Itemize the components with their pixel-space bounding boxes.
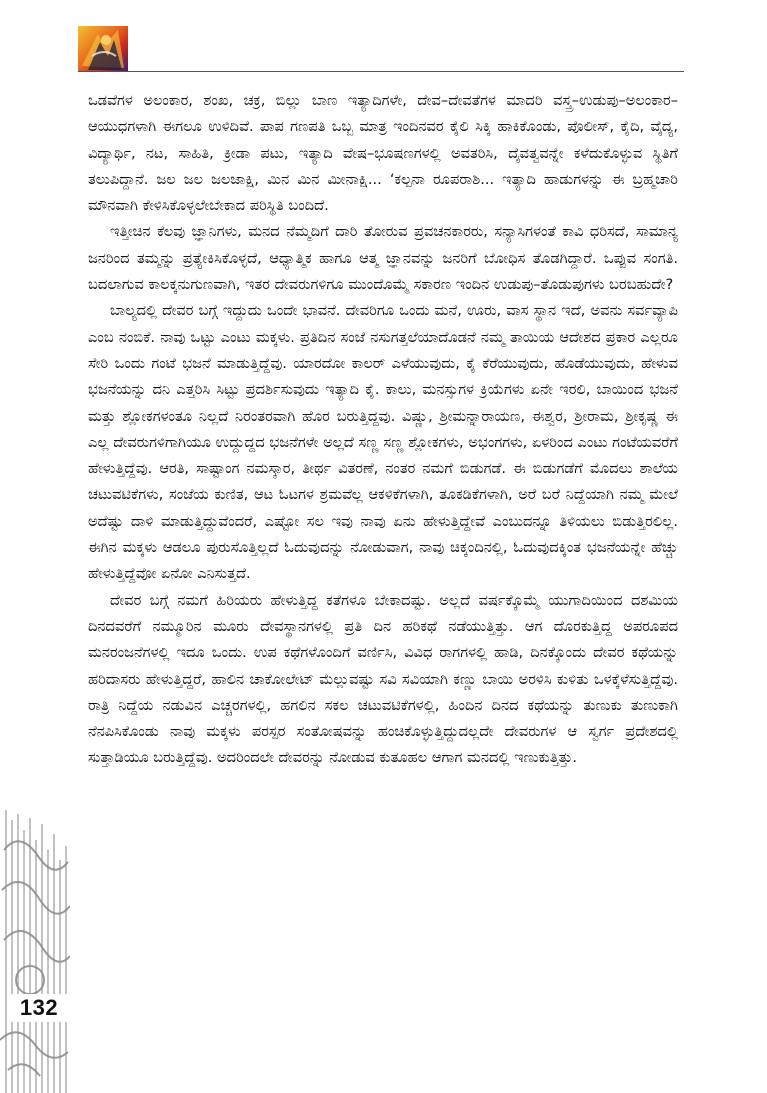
publisher-logo-icon [78, 26, 128, 72]
paragraph: ಇತ್ತೀಚಿನ ಕೆಲವು ಜ್ಞಾನಿಗಳು, ಮನದ ನೆಮ್ಮದಿಗೆ ದಾರಿ ತೋರುವ ಪ್ರವಚನಕಾರರು, ಸನ್ಯಾಸಿಗಳಂತೆ ಕಾವಿ ಧರಿಸದೆ, ಸಾಮಾನ್ಯ ಜನರಿಂದ ತಮ್ಮನ್ನು ಪ್ರತ್ಯೇಕಿಸಿಕೊಳ್ಳದೆ, ಆಧ್ಯಾತ್ಮಿಕ ಹಾಗೂ ಆತ್ಮ ಜ್ಞಾನವನ್ನು ಜನರಿಗೆ ಬೋಧಿಸ ತೊಡಗಿದ್ದಾರೆ. ಒಪ್ಪುವ ಸಂಗತಿ. ಬದಲಾಗುವ ಕಾಲಕ್ಕನುಗುಣವಾಗಿ, ಇತರ ದೇವರುಗಳಿಗೂ ಮುಂದೊಮ್ಮೆ ಸಕಾರಣ ಇಂದಿನ ಉಡುಪು–ತೊಡುಪುಗಳು ಬರಬಹುದೇ? [88, 223, 678, 294]
page-number: 132 [8, 994, 70, 1022]
paragraph: ಒಡವೆಗಳ ಅಲಂಕಾರ, ಶಂಖ, ಚಕ್ರ, ಬಿಲ್ಲು ಬಾಣ ಇತ್ಯಾದಿಗಳೇ, ದೇವ–ದೇವತೆಗಳ ಮಾದರಿ ವಸ್ತ್ರ–ಉಡುಪು–ಅಲಂಕಾರ– ಆಯುಧಗಳಾಗಿ ಈಗಲೂ ಉಳಿದಿವೆ. ಪಾಪ ಗಣಪತಿ ಒಬ್ಬ ಮಾತ್ರ ಇಂದಿನವರ ಕೈಲಿ ಸಿಕ್ಕಿ ಹಾಕಿಕೊಂಡು, ಪೊಲೀಸ್, ಕೈದಿ, ವೈದ್ಯ, ವಿದ್ಯಾರ್ಥಿ, ನಟ, ಸಾಹಿತಿ, ಕ್ರೀಡಾ ಪಟು, ಇತ್ಯಾದಿ ವೇಷ–ಭೂಷಣಗಳಲ್ಲಿ ಅವತರಿಸಿ, ದೈವತ್ವವನ್ನೇ ಕಳೆದುಕೊಳ್ಳುವ ಸ್ಥಿತಿಗೆ ತಲುಪಿದ್ದಾನೆ. ಜಲ ಜಲ ಜಲಜಾಕ್ಷಿ, ಮಿನ ಮಿನ ಮೀನಾಕ್ಷಿ... ‘ಕಲ್ಪನಾ ರೂಪರಾಶಿ... ಇತ್ಯಾದಿ ಹಾಡುಗಳನ್ನು ಈ ಬ್ರಹ್ಮಚಾರಿ ಮೌನವಾಗಿ ಕೇಳಿಸಿಕೊಳ್ಳಲೇಬೇಕಾದ ಪರಿಸ್ಥಿತಿ ಬಂದಿದೆ. [88, 92, 678, 215]
paragraph: ದೇವರ ಬಗ್ಗೆ ನಮಗೆ ಹಿರಿಯರು ಹೇಳುತ್ತಿದ್ದ ಕತೆಗಳೂ ಬೇಕಾದಷ್ಟು. ಅಲ್ಲದೆ ವರ್ಷಕ್ಕೊಮ್ಮೆ ಯುಗಾದಿಯಿಂದ ದಶಮಿಯ ದಿನದವರೆಗೆ ನಮ್ಮೂರಿನ ಮೂರು ದೇವಸ್ಥಾನಗಳಲ್ಲಿ ಪ್ರತಿ ದಿನ ಹರಿಕಥೆ ನಡೆಯುತ್ತಿತ್ತು. ಆಗ ದೊರಕುತ್ತಿದ್ದ ಅಪರೂಪದ ಮನರಂಜನೆಗಳಲ್ಲಿ ಇದೂ ಒಂದು. ಉಪ ಕಥೆಗಳೊಂದಿಗೆ ವರ್ಣಿಸಿ, ವಿವಿಧ ರಾಗಗಳಲ್ಲಿ ಹಾಡಿ, ದಿನಕ್ಕೊಂದು ದೇವರ ಕಥೆಯನ್ನು ಹರಿದಾಸರು ಹೇಳುತ್ತಿದ್ದರೆ, ಹಾಲಿನ ಚಾಕೋಲೇಟ್ ಮೆಲ್ಲುವಷ್ಟು ಸವಿ ಸವಿಯಾಗಿ ಕಣ್ಣು ಬಾಯಿ ಅರಳಿಸಿ ಕುಳಿತು ಒಳಕ್ಕೆಳೆಸುತ್ತಿದ್ದೆವು. ರಾತ್ರಿ ನಿದ್ದೆಯ ನಡುವಿನ ಎಚ್ಚರಗಳಲ್ಲಿ, ಹಗಲಿನ ಸಕಲ ಚಟುವಟಿಕೆಗಳಲ್ಲಿ, ಹಿಂದಿನ ದಿನದ ಕಥೆಯನ್ನು ತುಣುಕು ತುಣುಕಾಗಿ ನೆನಪಿಸಿಕೊಂಡು ನಾವು ಮಕ್ಕಳು ಪರಸ್ಪರ ಸಂತೋಷವನ್ನು ಹಂಚಿಕೊಳ್ಳುತ್ತಿದ್ದುದಲ್ಲದೇ ದೇವರುಗಳ ಆ ಸ್ವರ್ಗ ಪ್ರದೇಶದಲ್ಲಿ ಸುತ್ತಾಡಿಯೂ ಬರುತ್ತಿದ್ದೆವು. ಅದರಿಂದಲೇ ದೇವರನ್ನು ನೋಡುವ ಕುತೂಹಲ ಆಗಾಗ ಮನದಲ್ಲಿ ಇಣುಕುತ್ತಿತ್ತು. [88, 591, 678, 767]
decorative-pattern-icon [0, 810, 70, 1093]
body-text [88, 88, 678, 772]
paragraph: ಬಾಲ್ಯದಲ್ಲಿ ದೇವರ ಬಗ್ಗೆ ಇದ್ದುದು ಒಂದೇ ಭಾವನೆ. ದೇವರಿಗೂ ಒಂದು ಮನೆ, ಊರು, ವಾಸ ಸ್ಥಾನ ಇದೆ, ಅವನು ಸರ್ವವ್ಯಾಪಿ ಎಂಬ ನಂಬಿಕೆ. ನಾವು ಒಟ್ಟು ಎಂಟು ಮಕ್ಕಳು. ಪ್ರತಿದಿನ ಸಂಜೆ ನಸುಗತ್ತಲೆಯಾದೊಡನೆ ನಮ್ಮ ತಾಯಿಯ ಆದೇಶದ ಪ್ರಕಾರ ಎಲ್ಲರೂ ಸೇರಿ ಒಂದು ಗಂಟೆ ಭಜನೆ ಮಾಡುತ್ತಿದ್ದೆವು. ಯಾರದೋ ಕಾಲರ್ ಎಳೆಯುವುದು, ಕೈ ಕೆರೆಯುವುದು, ಹೊಡೆಯುವುದು, ಹೇಳುವ ಭಜನೆಯನ್ನು ದನಿ ಎತ್ತರಿಸಿ ಸಿಟ್ಟು ಪ್ರದರ್ಶಿಸುವುದು ಇತ್ಯಾದಿ ಕೈ. ಕಾಲು, ಮನಸ್ಸುಗಳ ಕ್ರಿಯೆಗಳು ಏನೇ ಇರಲಿ, ಬಾಯಿಂದ ಭಜನೆ ಮತ್ತು ಶ್ಲೋಕಗಳಂತೂ ನಿಲ್ಲದೆ ನಿರಂತರವಾಗಿ ಹೊರ ಬರುತ್ತಿದ್ದವು. ವಿಷ್ಣು, ಶ್ರೀಮನ್ನಾರಾಯಣ, ಈಶ್ವರ, ಶ್ರೀರಾಮ, ಶ್ರೀಕೃಷ್ಣ ಈ ಎಲ್ಲ ದೇವರುಗಳಿಗಾಗಿಯೂ ಉದ್ದುದ್ದದ ಭಜನೆಗಳೇ ಅಲ್ಲದೆ ಸಣ್ಣ ಸಣ್ಣ ಶ್ಲೋಕಗಳು, ಅಭಂಗಗಳು, ಏಳರಿಂದ ಎಂಟು ಗಂಟೆಯವರೆಗೆ ಹೇಳುತ್ತಿದ್ದೆವು. ಆರತಿ, ಸಾಷ್ಟಾಂಗ ನಮಸ್ಕಾರ, ತೀರ್ಥ ವಿತರಣೆ, ನಂತರ ನಮಗೆ ಬಿಡುಗಡೆ. ಈ ಬಿಡುಗಡೆಗೆ ಮೊದಲು ಶಾಲೆಯ ಚಟುವಟಿಕೆಗಳು, ಸಂಜೆಯ ಕುಣಿತ, ಆಟ ಓಟಗಳ ಶ್ರಮವೆಲ್ಲ ಆಕಳಿಕೆಗಳಾಗಿ, ತೂಕಡಿಕೆಗಳಾಗಿ, ಅರೆ ಬರೆ ನಿದ್ದೆಯಾಗಿ ನಮ್ಮ ಮೇಲೆ ಅದೆಷ್ಟು ದಾಳಿ ಮಾಡುತ್ತಿದ್ದುವೆಂದರೆ, ಎಷ್ಟೋ ಸಲ ಇವು ನಾವು ಏನು ಹೇಳುತ್ತಿದ್ದೇವೆ ಎಂಬುದನ್ನೂ ತಿಳಿಯಲು ಬಿಡುತ್ತಿರಲಿಲ್ಲ. ಈಗಿನ ಮಕ್ಕಳು ಆಡಲೂ ಪುರುಸೊತ್ತಿಲ್ಲದೆ ಓದುವುದನ್ನು ನೋಡುವಾಗ, ನಾವು ಚಿಕ್ಕಂದಿನಲ್ಲಿ, ಓದುವುದಕ್ಕಿಂತ ಭಜನೆಯನ್ನೇ ಹೆಚ್ಚು ಹೇಳುತ್ತಿದ್ದೆವೋ ಏನೋ ಎನಿಸುತ್ತದೆ. [88, 302, 678, 583]
header-rule [78, 71, 684, 72]
